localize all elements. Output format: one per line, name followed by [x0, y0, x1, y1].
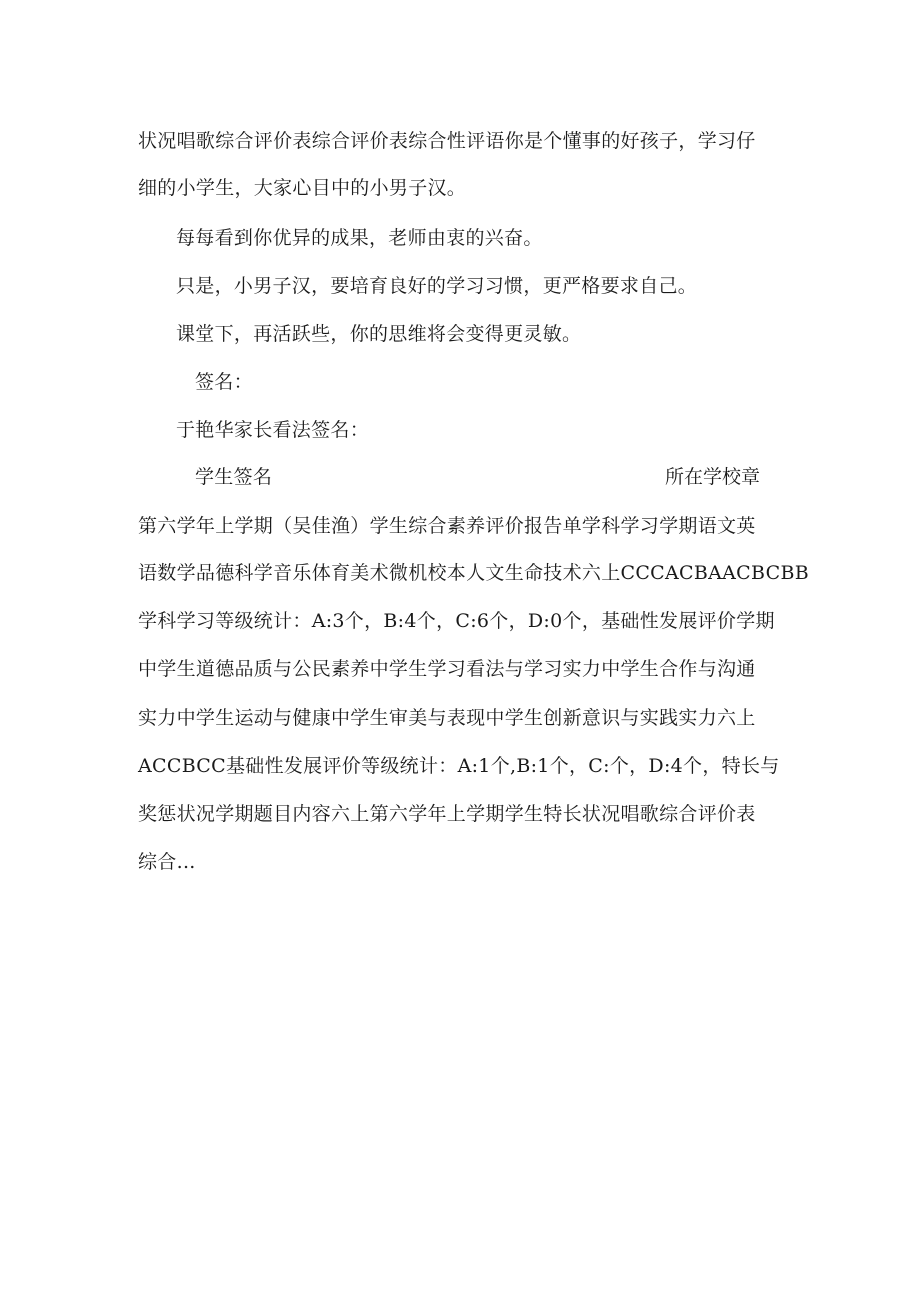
report-line-2: 语数学品德科学音乐体育美术微机校本人文生命技术六上CCCACBAACBCBB — [138, 562, 809, 584]
paragraph-3: 只是，小男子汉，要培育良好的学习习惯，更严格要求自己。 — [176, 275, 698, 297]
report-line-4: 中学生道德品质与公民素养中学生学习看法与学习实力中学生合作与沟通 — [138, 658, 756, 680]
report-line-5: 实力中学生运动与健康中学生审美与表现中学生创新意识与实践实力六上 — [138, 707, 756, 729]
paragraph-2: 每每看到你优异的成果，老师由衷的兴奋。 — [176, 227, 543, 249]
paragraph-4: 课堂下，再活跃些，你的思维将会变得更灵敏。 — [176, 323, 582, 345]
school-seal-label: 所在学校章 — [665, 466, 761, 488]
parent-opinion-signature: 于艳华家长看法签名： — [176, 419, 370, 441]
report-line-6: ACCBCC基础性发展评价等级统计：A:1个,B:1个，C:个，D:4个，特长与 — [138, 755, 780, 777]
report-line-1: 第六学年上学期（吴佳渔）学生综合素养评价报告单学科学习学期语文英 — [138, 515, 756, 537]
paragraph-1-line-2: 细的小学生，大家心目中的小男子汉。 — [138, 177, 467, 199]
student-signature: 学生签名 — [195, 466, 273, 488]
paragraph-1-line-1: 状况唱歌综合评价表综合评价表综合性评语你是个懂事的好孩子，学习仔 — [138, 130, 756, 152]
report-line-3: 学科学习等级统计：A:3个，B:4个，C:6个，D:0个，基础性发展评价学期 — [138, 610, 775, 632]
signature-label: 签名： — [195, 371, 253, 393]
report-line-8: 综合... — [138, 851, 196, 873]
report-line-7: 奖惩状况学期题目内容六上第六学年上学期学生特长状况唱歌综合评价表 — [138, 803, 756, 825]
